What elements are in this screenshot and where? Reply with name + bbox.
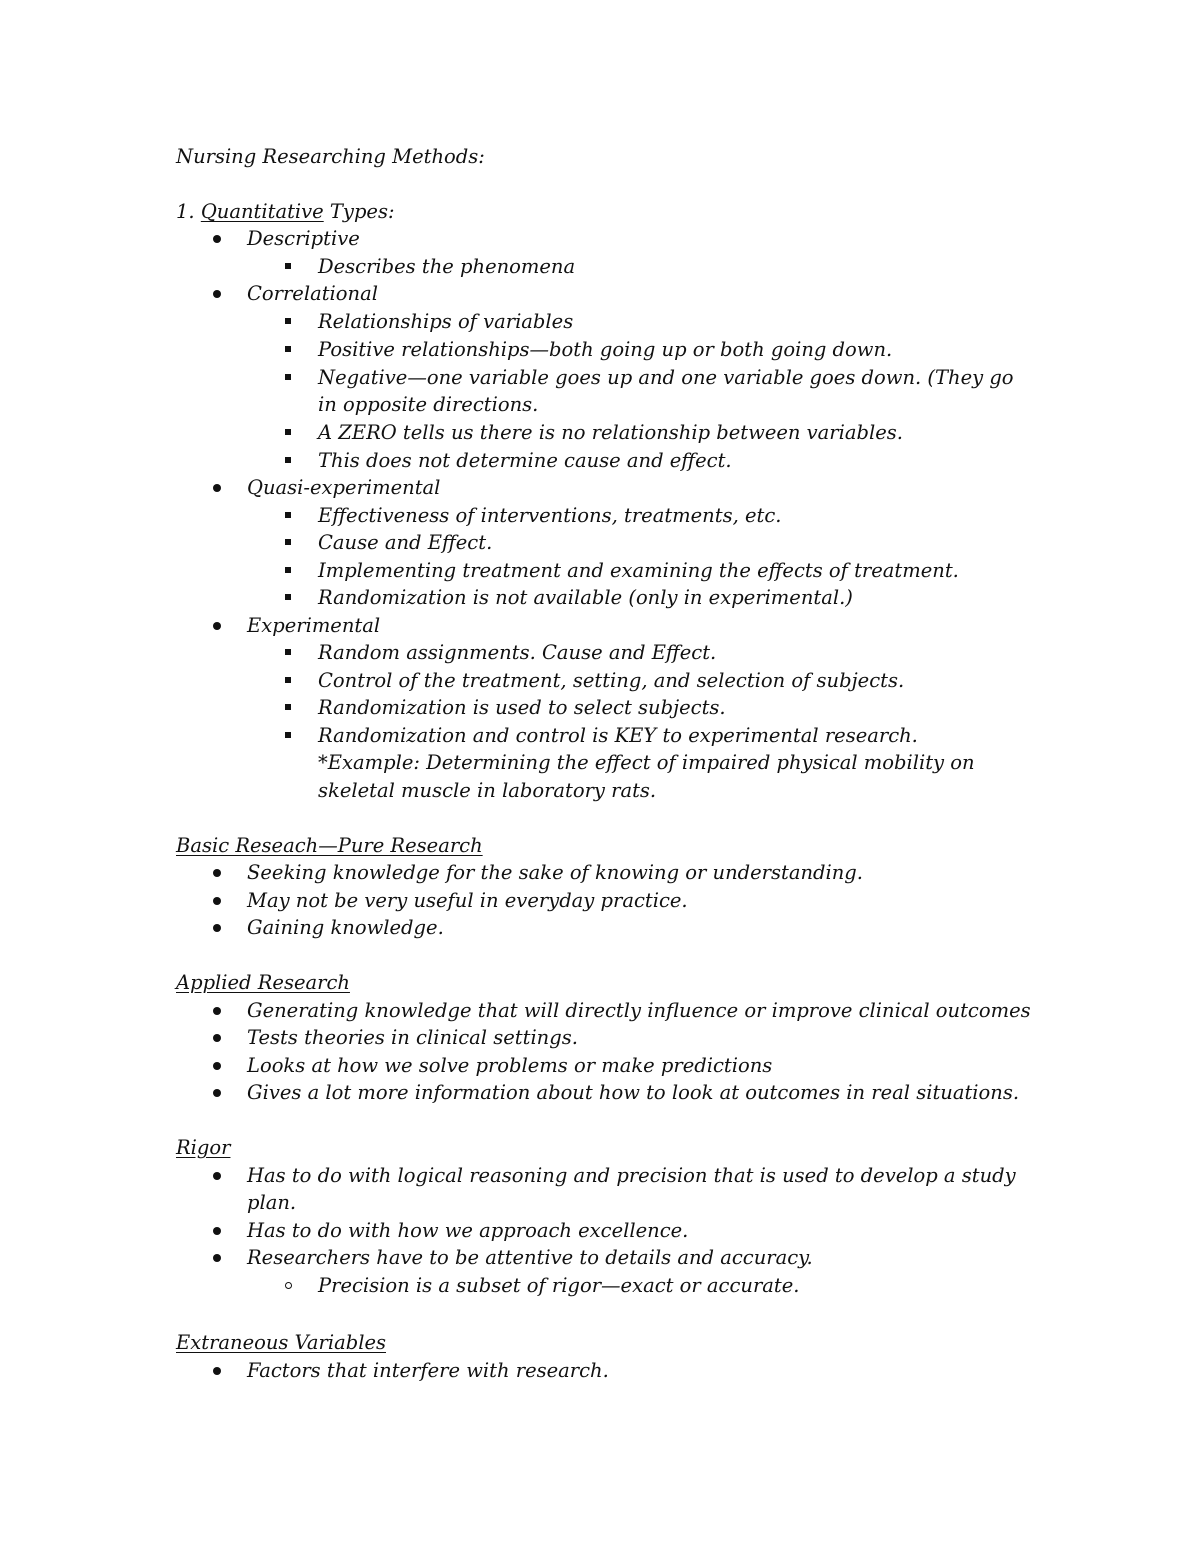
bullet-dot-icon xyxy=(213,1062,221,1070)
heading-rigor: Rigor xyxy=(176,1136,231,1159)
list-item: Effectiveness of interventions, treatments, etc. xyxy=(318,504,782,527)
bullet-square-icon xyxy=(285,649,291,655)
bullet-dot-icon xyxy=(213,1254,221,1262)
bullet-square-icon xyxy=(285,429,291,435)
list-item: Randomization is not available (only in experimental.) xyxy=(318,586,853,609)
list-item: Randomization and control is KEY to experimental research. xyxy=(318,724,918,747)
bullet-circle-icon xyxy=(285,1282,292,1289)
list-item: Describes the phenomena xyxy=(318,255,576,278)
bullet-dot-icon xyxy=(213,1227,221,1235)
list-item: Gaining knowledge. xyxy=(247,916,444,939)
bullet-dot-icon xyxy=(213,622,221,630)
type-quasi-experimental: Quasi-experimental xyxy=(247,476,441,499)
bullet-dot-icon xyxy=(213,1089,221,1097)
quantitative-label: Quantitative xyxy=(200,200,324,223)
list-item: Control of the treatment, setting, and selection of subjects. xyxy=(318,669,905,692)
list-item: Seeking knowledge for the sake of knowing or understanding. xyxy=(247,861,863,884)
list-item: Researchers have to be attentive to details and accuracy. xyxy=(247,1246,813,1269)
bullet-square-icon xyxy=(285,567,291,573)
type-correlational: Correlational xyxy=(247,282,378,305)
bullet-dot-icon xyxy=(213,1007,221,1015)
list-item-continuation: skeletal muscle in laboratory rats. xyxy=(318,779,657,802)
bullet-dot-icon xyxy=(213,1367,221,1375)
bullet-dot-icon xyxy=(213,290,221,298)
bullet-dot-icon xyxy=(213,1172,221,1180)
bullet-square-icon xyxy=(285,594,291,600)
bullet-square-icon xyxy=(285,704,291,710)
list-item: Looks at how we solve problems or make predictions xyxy=(247,1054,773,1077)
bullet-square-icon xyxy=(285,374,291,380)
list-item-continuation: plan. xyxy=(247,1191,297,1214)
list-item: Negative—one variable goes up and one variable goes down. (They go xyxy=(318,366,1014,389)
bullet-dot-icon xyxy=(213,235,221,243)
bullet-dot-icon xyxy=(213,1034,221,1042)
bullet-square-icon xyxy=(285,263,291,269)
list-item: Relationships of variables xyxy=(318,310,574,333)
bullet-square-icon xyxy=(285,346,291,352)
list-item: Random assignments. Cause and Effect. xyxy=(318,641,717,664)
list-item: A ZERO tells us there is no relationship between variables. xyxy=(318,421,903,444)
list-item: Has to do with how we approach excellence. xyxy=(247,1219,689,1242)
list-item: Cause and Effect. xyxy=(318,531,493,554)
bullet-square-icon xyxy=(285,512,291,518)
bullet-dot-icon xyxy=(213,897,221,905)
list-item: Implementing treatment and examining the effects of treatment. xyxy=(318,559,959,582)
list-item: Has to do with logical reasoning and precision that is used to develop a study xyxy=(247,1164,1016,1187)
list-item: Gives a lot more information about how to look at outcomes in real situations. xyxy=(247,1081,1020,1104)
sub-list-item: Precision is a subset of rigor—exact or accurate. xyxy=(318,1274,800,1297)
document-title: Nursing Researching Methods: xyxy=(176,145,485,168)
bullet-square-icon xyxy=(285,539,291,545)
list-item: Tests theories in clinical settings. xyxy=(247,1026,578,1049)
section-number: 1. xyxy=(176,200,195,223)
section-quantitative-heading xyxy=(176,198,395,225)
bullet-square-icon xyxy=(285,457,291,463)
list-item-continuation: in opposite directions. xyxy=(318,393,539,416)
bullet-dot-icon xyxy=(213,924,221,932)
bullet-square-icon xyxy=(285,318,291,324)
bullet-square-icon xyxy=(285,732,291,738)
heading-basic-research: Basic Reseach—Pure Research xyxy=(176,834,483,857)
types-label: Types: xyxy=(329,200,395,223)
heading-applied-research: Applied Research xyxy=(176,971,350,994)
list-item: Randomization is used to select subjects. xyxy=(318,696,726,719)
list-item: Factors that interfere with research. xyxy=(247,1359,609,1382)
list-item: This does not determine cause and effect. xyxy=(318,449,732,472)
list-item: Generating knowledge that will directly influence or improve clinical outcomes xyxy=(247,999,1031,1022)
bullet-dot-icon xyxy=(213,484,221,492)
list-item: May not be very useful in everyday practice. xyxy=(247,889,688,912)
list-item: Positive relationships—both going up or both going down. xyxy=(318,338,893,361)
heading-extraneous-variables: Extraneous Variables xyxy=(176,1331,386,1354)
list-item-example: *Example: Determining the effect of impaired physical mobility on xyxy=(318,751,975,774)
type-descriptive: Descriptive xyxy=(247,227,360,250)
type-experimental: Experimental xyxy=(247,614,381,637)
bullet-dot-icon xyxy=(213,869,221,877)
bullet-square-icon xyxy=(285,677,291,683)
